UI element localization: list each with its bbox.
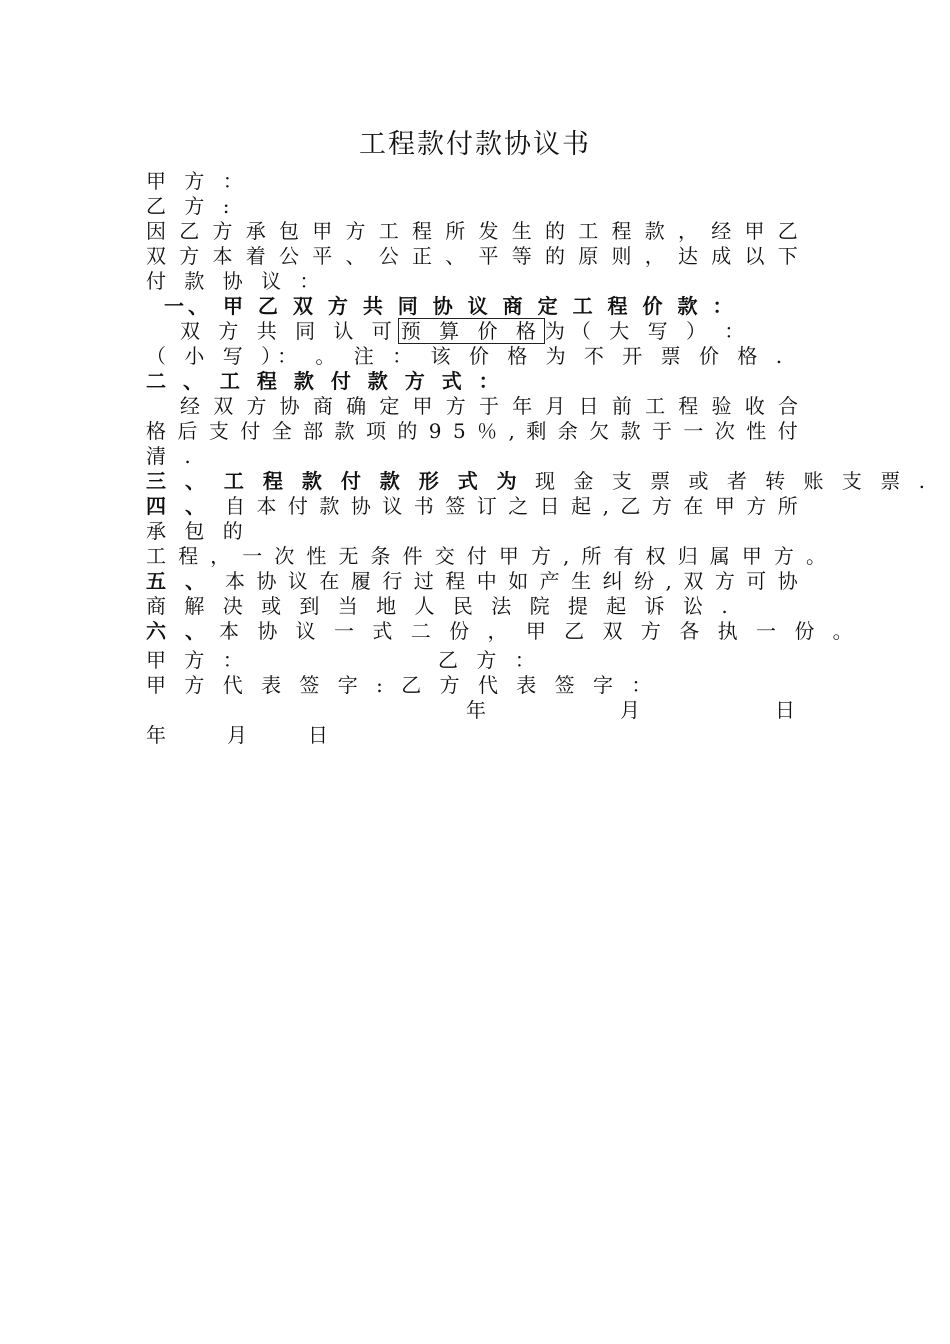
date-b-year: 年 [466, 698, 492, 722]
date-a-day: 日 [308, 723, 334, 747]
section-2-line-3: 清 . [146, 444, 197, 468]
s6-text: 本 协 议 一 式 二 份 ， 甲 乙 双 方 各 执 一 份 。 [218, 619, 859, 643]
section-2-heading: 二 、 工 程 款 付 款 方 式 ： [146, 369, 504, 393]
s3-bold: 三 、 工 程 款 付 款 形 式 为 [146, 469, 523, 493]
s6-bold: 六 、 [146, 619, 211, 643]
sign-party-b: 乙 方 ： [438, 648, 541, 672]
s3-text: 现 金 支 票 或 者 转 账 支 票 . [535, 469, 931, 493]
section-6-line [146, 619, 859, 644]
s5-bold: 五 、 [146, 569, 211, 593]
section-1-heading: 一、 甲 乙 双 方 共 同 协 议 商 定 工 程 价 款 ： [164, 294, 737, 318]
intro-text-2: 双 方 本 着 公 平 、 公 正 、 平 等 的 原 则 ， 达 成 以 下 [146, 244, 798, 268]
intro-line-1 [146, 219, 798, 244]
sign-party-a: 甲 方 ： [146, 648, 249, 672]
date-b-day: 日 [775, 698, 801, 722]
intro-line-3: 付 款 协 议 ： [146, 269, 326, 293]
section-2-line-1 [180, 394, 798, 419]
section-4-line-3 [146, 544, 826, 569]
document-title: 工程款付款协议书 [359, 129, 591, 160]
s1-pre: 双 方 共 同 认 可 [180, 319, 398, 343]
s4-bold: 四 、 [146, 494, 211, 518]
party-a-line: 甲 方 ： [146, 169, 249, 193]
s2-text-2: 格 后 支 付 全 部 款 项 的 9 5 ％ , 剩 余 欠 款 于 一 次 性 付 [146, 419, 798, 443]
section-5-line-2: 商 解 决 或 到 当 地 人 民 法 院 提 起 诉 讼 . [146, 594, 734, 618]
intro-line-2 [146, 244, 798, 269]
section-4-line-1 [146, 494, 798, 519]
section-1-line-1 [180, 319, 750, 344]
date-b-month: 月 [620, 698, 646, 722]
s5-text: 本 协 议 在 履 行 过 程 中 如 产 生 纠 纷 , 双 方 可 协 [224, 569, 798, 593]
date-a-year: 年 [146, 723, 172, 747]
budget-price-box: 预 算 价 格 [398, 318, 545, 344]
section-3-line [146, 469, 931, 494]
representative-sign-line: 甲 方 代 表 签 字 : 乙 方 代 表 签 字 ： [146, 673, 658, 697]
intro-text-1: 因 乙 方 承 包 甲 方 工 程 所 发 生 的 工 程 款 ， 经 甲 乙 [146, 219, 798, 243]
s4-text: 自 本 付 款 协 议 书 签 订 之 日 起 , 乙 方 在 甲 方 所 [224, 494, 798, 518]
s4-text-3: 工 程 ， 一 次 性 无 条 件 交 付 甲 方 , 所 有 权 归 属 甲 方 。 [146, 544, 826, 568]
s1-post: 为（ 大 写 ） ： [544, 319, 751, 343]
section-5-line-1 [146, 569, 798, 594]
section-1-line-2: （ 小 写 ）： 。 注 ： 该 价 格 为 不 开 票 价 格 . [146, 344, 789, 368]
section-4-line-2: 承 包 的 [146, 519, 249, 543]
party-b-line: 乙 方 : [146, 194, 236, 218]
section-2-line-2 [146, 419, 798, 444]
s2-text-1: 经 双 方 协 商 确 定 甲 方 于 年 月 日 前 工 程 验 收 合 [180, 394, 798, 418]
date-a-month: 月 [227, 723, 253, 747]
